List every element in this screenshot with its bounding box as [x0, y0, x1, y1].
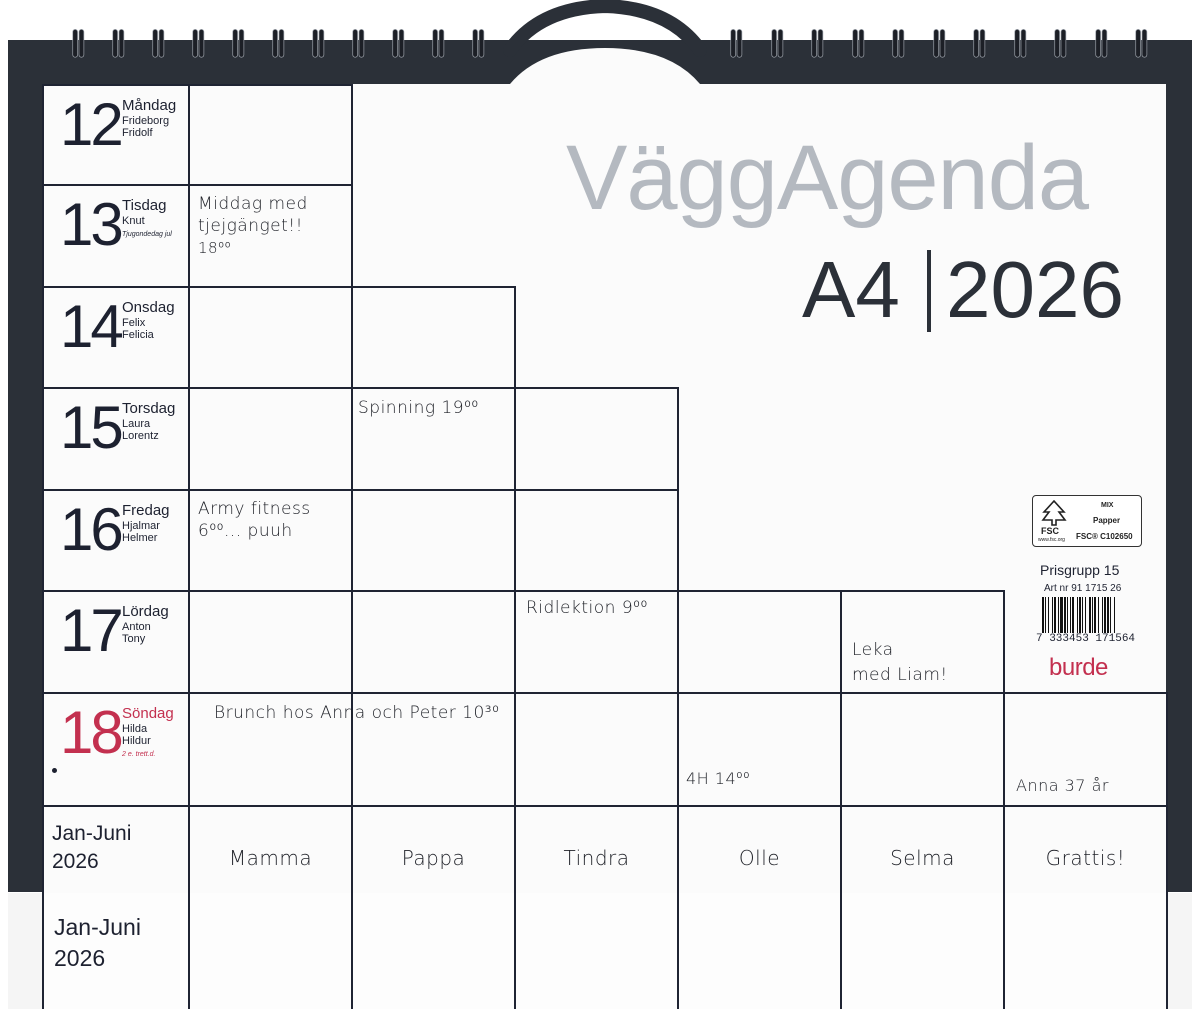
grid-line: [351, 84, 353, 184]
brand-logo: burde: [1049, 654, 1108, 681]
back-page-sheet: [42, 893, 1166, 1009]
entry-sat-tindra[interactable]: Ridlektion 9⁰⁰: [526, 598, 648, 618]
binding-ring-icon: [1131, 28, 1153, 60]
entry-line: Army fitness: [198, 499, 311, 519]
grid-line: [1166, 893, 1168, 1009]
grid-line: [514, 692, 516, 805]
grid-line: [351, 387, 353, 489]
entry-sat-selma[interactable]: [852, 638, 948, 688]
binding-ring-icon: [388, 28, 410, 60]
name-day: Fridolf: [122, 127, 153, 139]
name-day: Hilda: [122, 723, 148, 735]
binding-ring-icon: [767, 28, 789, 60]
column-header[interactable]: Olle: [738, 846, 781, 870]
day-number: 14: [60, 293, 121, 360]
binding-ring-icon: [468, 28, 490, 60]
period-year: 2026: [52, 850, 99, 873]
grid-line: [351, 286, 353, 387]
day-cell[interactable]: [44, 592, 188, 690]
entry-sun-olle[interactable]: 4H 14⁰⁰: [686, 769, 750, 788]
name-day: Tony: [122, 633, 146, 645]
column-header[interactable]: Selma: [890, 846, 955, 870]
grid-line: [1003, 692, 1005, 805]
binding-ring-icon: [148, 28, 170, 60]
binding-ring-icon: [108, 28, 130, 60]
name-day: Lorentz: [122, 430, 159, 442]
day-note: 2 e. trett.d.: [122, 751, 156, 758]
grid-line: [351, 184, 353, 286]
day-name: Onsdag: [122, 299, 175, 316]
binding-ring-icon: [969, 28, 991, 60]
grid-line: [514, 893, 516, 1009]
column-header[interactable]: Mamma: [228, 846, 313, 870]
day-number: 18: [60, 699, 121, 766]
entry-sun-mamma[interactable]: Brunch hos Anna och Peter 10³⁰: [214, 703, 500, 723]
day-number: 17: [60, 597, 121, 664]
binding-ring-icon: [929, 28, 951, 60]
column-header[interactable]: Tindra: [563, 846, 630, 870]
fsc-tree-icon: [1039, 500, 1069, 526]
fsc-papper: Papper: [1093, 516, 1121, 525]
fsc-site: www.fsc.org: [1038, 537, 1065, 543]
binding-ring-icon: [428, 28, 450, 60]
day-note: Tjugondedag jul: [122, 231, 172, 238]
day-number: 12: [60, 91, 121, 158]
back-period-label: [54, 912, 141, 974]
binding-ring-icon: [268, 28, 290, 60]
title-divider: [927, 250, 931, 332]
fsc-badge: [1032, 495, 1142, 547]
fsc-label: FSC: [1041, 526, 1059, 536]
barcode-icon: [1040, 597, 1136, 633]
day-cell[interactable]: [44, 86, 188, 184]
binding-ring-icon: [68, 28, 90, 60]
grid-line: [840, 893, 842, 1009]
day-cell[interactable]: [44, 389, 188, 487]
grid-line: [42, 805, 1166, 807]
binding-ring-icon: [228, 28, 250, 60]
day-cell[interactable]: [44, 491, 188, 589]
entry-line: 18⁰⁰: [198, 239, 232, 257]
binding-ring-icon: [1050, 28, 1072, 60]
grid-line: [42, 692, 1168, 694]
title-brand: VäggAgenda: [566, 127, 1089, 229]
moon-dot-icon: [52, 768, 57, 773]
name-day: Felicia: [122, 329, 154, 341]
grid-line: [514, 590, 516, 692]
fsc-mix: MIX: [1101, 502, 1114, 509]
binding-ring-icon: [348, 28, 370, 60]
grid-line: [514, 489, 516, 590]
entry-fri-mamma[interactable]: [198, 498, 311, 542]
grid-line: [1166, 805, 1168, 893]
grid-line: [1003, 590, 1005, 692]
binding-ring-icon: [807, 28, 829, 60]
day-name: Söndag: [122, 705, 174, 722]
grid-line: [677, 692, 679, 805]
grid-line: [351, 489, 353, 590]
price-group: Prisgrupp 15: [1040, 562, 1120, 578]
binding-ring-icon: [1091, 28, 1113, 60]
entry-tue-mamma[interactable]: [198, 193, 308, 259]
grid-line: [677, 489, 679, 590]
binding-ring-icon: [188, 28, 210, 60]
entry-thu-pappa[interactable]: Spinning 19⁰⁰: [358, 398, 479, 418]
grid-line: [1003, 893, 1005, 1009]
grid-line: [188, 84, 190, 1009]
grid-line: [514, 387, 516, 489]
day-name: Torsdag: [122, 400, 176, 417]
name-day: Hildur: [122, 735, 151, 747]
day-number: 13: [60, 191, 121, 258]
day-cell[interactable]: [44, 288, 188, 386]
day-name: Fredag: [122, 502, 170, 519]
period-label: [52, 820, 131, 876]
name-day: Anton: [122, 621, 151, 633]
day-cell[interactable]: [44, 186, 188, 284]
period-year: 2026: [54, 945, 106, 971]
column-header[interactable]: Grattis!: [1045, 846, 1126, 870]
grid-line: [677, 893, 679, 1009]
entry-line: Middag med: [198, 194, 308, 214]
name-day: Helmer: [122, 532, 158, 544]
name-day: Frideborg: [122, 115, 170, 127]
hanger-notch: [500, 40, 710, 86]
fsc-code: FSC® C102650: [1076, 532, 1133, 541]
period-months: Jan-Juni: [52, 822, 132, 845]
binding-ring-icon: [726, 28, 748, 60]
period-months: Jan-Juni: [54, 914, 141, 940]
day-name: Måndag: [122, 97, 177, 114]
day-number: 16: [60, 496, 121, 563]
grid-line: [840, 692, 842, 805]
name-day: Felix: [122, 317, 146, 329]
name-day: Knut: [122, 215, 145, 227]
binding-ring-icon: [308, 28, 330, 60]
name-day: Laura: [122, 418, 151, 430]
entry-line: 6⁰⁰... puuh: [198, 521, 293, 541]
barcode-digits: 7 333453 171564: [1036, 633, 1136, 645]
column-header[interactable]: Pappa: [401, 846, 466, 870]
title-year: 2026: [946, 245, 1124, 334]
day-number: 15: [60, 394, 121, 461]
grid-line: [1166, 692, 1168, 805]
entry-line: med Liam!: [852, 665, 948, 685]
name-day: Hjalmar: [122, 520, 160, 532]
grid-line: [677, 387, 679, 489]
entry-line: Leka: [852, 640, 894, 660]
entry-sun-grattis[interactable]: Anna 37 år: [1016, 776, 1109, 795]
day-cell[interactable]: [44, 694, 188, 792]
binding-ring-icon: [1010, 28, 1032, 60]
binding-ring-icon: [848, 28, 870, 60]
entry-line: tjejgänget!!: [198, 216, 303, 236]
article-number: Art nr 91 1715 26: [1044, 583, 1122, 594]
grid-line: [351, 590, 353, 692]
grid-line: [351, 893, 353, 1009]
grid-line: [514, 286, 516, 387]
binding-ring-icon: [888, 28, 910, 60]
title-format: A4: [802, 245, 900, 334]
grid-line: [840, 590, 842, 692]
grid-line: [677, 590, 679, 692]
day-name: Lördag: [122, 603, 169, 620]
day-name: Tisdag: [122, 197, 167, 214]
